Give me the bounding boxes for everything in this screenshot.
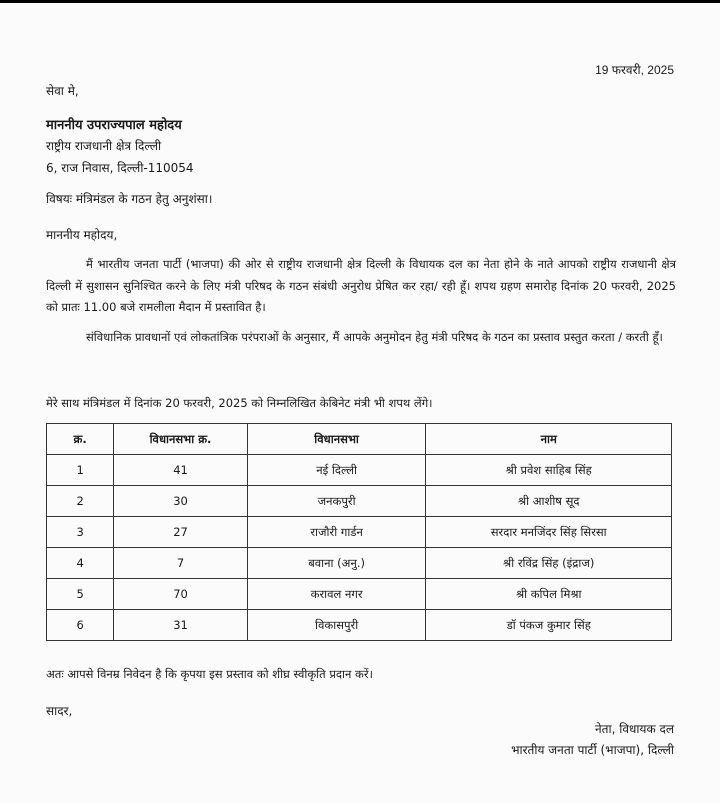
table-row xyxy=(47,579,672,610)
signature-organization: भारतीय जनता पार्टी (भाजपा), दिल्ली xyxy=(511,743,674,757)
signature-designation: नेता, विधायक दल xyxy=(594,722,674,736)
regards: सादर, xyxy=(46,704,73,718)
cell-constituency-number: 27 xyxy=(114,517,247,548)
cell-name: श्री रविंद्र सिंह (इंद्राज) xyxy=(426,548,672,579)
greeting: माननीय महोदय, xyxy=(46,228,118,242)
subject-line: विषयः मंत्रिमंडल के गठन हेतु अनुशंसा। xyxy=(46,192,213,206)
cell-constituency-number: 70 xyxy=(114,579,247,610)
cell-serial: 1 xyxy=(47,455,114,486)
cell-constituency-number: 30 xyxy=(114,486,247,517)
body-paragraph-2: संविधानिक प्रावधानों एवं लोकतांत्रिक परंपराओं के अनुसार, मैं आपके अनुमोदन हेतु मंत्री परिषद के गठन का प्रस्ताव प्रस्तुत करता / करती हूँ। xyxy=(86,330,663,344)
cell-serial: 2 xyxy=(47,486,114,517)
cell-serial: 3 xyxy=(47,517,114,548)
cell-constituency: जनकपुरी xyxy=(247,486,426,517)
ministers-table xyxy=(46,423,672,641)
minister-list-intro: मेरे साथ मंत्रिमंडल में दिनांक 20 फरवरी, 2025 को निम्नलिखित केबिनेट मंत्री भी शपथ लेंगे। xyxy=(46,396,433,410)
cell-name: श्री कपिल मिश्रा xyxy=(426,579,672,610)
letter-date: 19 फरवरी, 2025 xyxy=(595,63,674,77)
recipient-title: माननीय उपराज्यपाल महोदय xyxy=(46,118,182,133)
cell-name: डॉ पंकज कुमार सिंह xyxy=(426,610,672,641)
closing-request: अतः आपसे विनम्र निवेदन है कि कृपया इस प्रस्ताव को शीघ्र स्वीकृति प्रदान करें। xyxy=(46,667,373,681)
top-border xyxy=(0,0,720,3)
header-constituency-number: विधानसभा क्र. xyxy=(114,424,247,455)
cell-name: सरदार मनजिंदर सिंह सिरसा xyxy=(426,517,672,548)
cell-constituency-number: 41 xyxy=(114,455,247,486)
table-row xyxy=(47,486,672,517)
table-row xyxy=(47,517,672,548)
cell-name: श्री प्रवेश साहिब सिंह xyxy=(426,455,672,486)
cell-serial: 6 xyxy=(47,610,114,641)
cell-constituency-number: 31 xyxy=(114,610,247,641)
header-serial: क्र. xyxy=(47,424,114,455)
cell-serial: 4 xyxy=(47,548,114,579)
cell-constituency: बवाना (अनु.) xyxy=(247,548,426,579)
table-row xyxy=(47,455,672,486)
table-header-row xyxy=(47,424,672,455)
cell-constituency: करावल नगर xyxy=(247,579,426,610)
cell-constituency: विकासपुरी xyxy=(247,610,426,641)
cell-constituency-number: 7 xyxy=(114,548,247,579)
header-constituency: विधानसभा xyxy=(247,424,426,455)
recipient-address-line1: राष्ट्रीय राजधानी क्षेत्र दिल्ली xyxy=(46,139,162,153)
header-name: नाम xyxy=(426,424,672,455)
recipient-address-line2: 6, राज निवास, दिल्ली-110054 xyxy=(46,161,194,175)
body-paragraph-1: मैं भारतीय जनता पार्टी (भाजपा) की ओर से राष्ट्रीय राजधानी क्षेत्र दिल्ली के विधायक दल का नेता होने के नाते आपको राष्ट्रीय राजधानी क्षेत्र दिल्ली में सुशासन सुनिश्चित करने के लिए मंत्री परिषद के गठन संबंधी अनुरोध प्रेषित कर रहा/ रही हूँ। शपथ ग्रहण समारोह दिनांक 20 फरवरी, 2025 को प्रातः 11.00 बजे रामलीला मैदान में प्रस्तावित है। xyxy=(46,257,676,314)
cell-serial: 5 xyxy=(47,579,114,610)
cell-constituency: नई दिल्ली xyxy=(247,455,426,486)
salutation: सेवा मे, xyxy=(46,84,79,98)
cell-name: श्री आशीष सूद xyxy=(426,486,672,517)
cell-constituency: राजौरी गार्डन xyxy=(247,517,426,548)
table-row xyxy=(47,548,672,579)
table-row xyxy=(47,610,672,641)
